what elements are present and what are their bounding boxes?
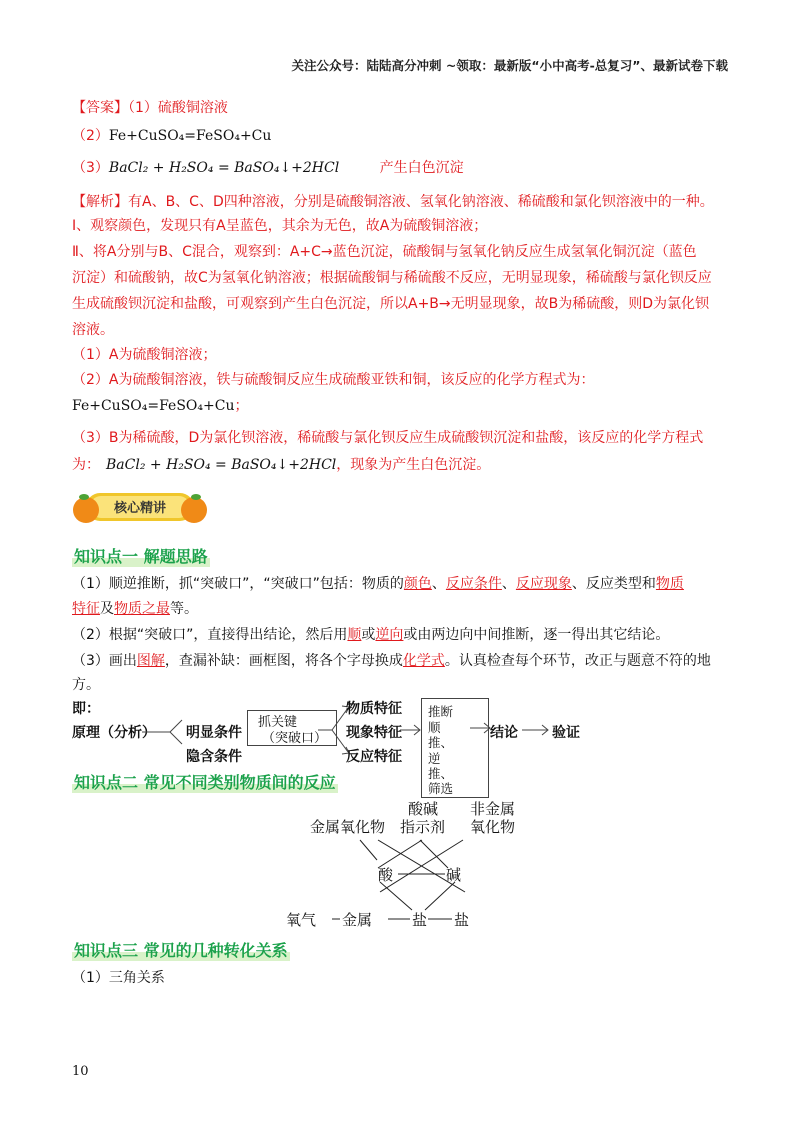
k1-p1-text: （1）顺逆推断，抓“突破口”，“突破口”包括：物质的: [72, 576, 404, 592]
arrow-to-verify-icon: [520, 722, 552, 738]
node-nonmetal-oxide-2: 氧化物: [470, 818, 516, 836]
analysis-line-11: [72, 455, 490, 475]
analysis-line-1: [72, 192, 714, 212]
analysis-text-1: 有A、B、C、D四种溶液，分别是硫酸铜溶液、氢氧化钠溶液、稀硫酸和氯化钡溶液中的一种。: [128, 194, 714, 210]
k1-p3-mid: ，查漏补缺：画框图，将各个字母换成: [164, 653, 403, 669]
analysis-tail: ，现象为产生白色沉淀。: [336, 457, 491, 473]
infer-3: 推、: [428, 735, 454, 750]
orange-right-icon: [181, 497, 207, 523]
core-badge: [72, 488, 208, 526]
k1-chem-formula: 化学式: [402, 653, 445, 669]
answer-3-formula: BaCl₂ + H₂SO₄ = BaSO₄↓+2HCl: [108, 160, 340, 176]
node-salt-2: 盐: [454, 911, 470, 929]
k1-p1-mid: 、反应类型和: [571, 576, 656, 592]
analysis-line-3: Ⅱ、将A分别与B、C混合，观察到：A+C→蓝色沉淀，硫酸铜与氢氧化钠反应生成氢氧化铜沉淀（蓝色: [72, 244, 697, 260]
infer-6: 筛选: [428, 781, 454, 796]
node-salt-1: 盐: [412, 911, 428, 929]
analysis-line-8: （2）A为硫酸铜溶液，铁与硫酸铜反应生成硫酸亚铁和铜，该反应的化学方程式为：: [72, 372, 595, 388]
analysis-wei: 为：: [72, 457, 100, 473]
k1-sep-2: 、: [501, 576, 516, 592]
answer-3-note: 产生白色沉淀: [379, 160, 464, 176]
k3-p1: （1）三角关系: [72, 970, 165, 986]
k1-p3: [72, 651, 711, 671]
k1-and: 及: [100, 601, 114, 617]
answer-1: （1）硫酸铜溶液: [128, 100, 228, 116]
k1-title: 知识点一 解题思路: [72, 544, 210, 567]
page-number: 10: [72, 1064, 89, 1079]
node-nonmetal-oxide-1: 非金属: [470, 800, 516, 818]
infer-1: 推断: [428, 704, 454, 719]
k1-p3-text: （3）画出: [72, 653, 137, 669]
k1-p1-cont: [72, 599, 198, 619]
diagram-grasp-2: （突破口）: [262, 731, 328, 746]
k1-substance: 物质: [655, 576, 684, 592]
k1-p3-tail: 。认真检查每个环节，改正与题意不符的地: [444, 653, 711, 669]
analysis-label: 【解析】: [72, 194, 128, 210]
node-base: 碱: [446, 866, 462, 884]
node-acid-base-ind-1: 酸碱: [408, 800, 439, 818]
k1-diagram-word: 图解: [136, 653, 165, 669]
answer-2-formula: Fe+CuSO₄=FeSO₄+Cu: [108, 128, 272, 144]
orange-left-icon: [73, 497, 99, 523]
answer-3-num: （3）: [72, 160, 109, 176]
k1-p2-text: （2）根据“突破口”，直接得出结论，然后用: [72, 627, 348, 643]
k1-p3-cont: 方。: [72, 677, 100, 693]
answer-line-2: [72, 126, 271, 146]
answer-line-1: [72, 98, 228, 118]
diagram-feature-1: 物质特征: [346, 701, 402, 717]
diagram-principle: 原理（分析）: [72, 725, 156, 741]
answer-line-3: [72, 158, 464, 178]
k1-feature: 特征: [72, 601, 100, 617]
diagram-verify: 验证: [552, 725, 580, 741]
k1-reaction-phenomenon: 反应现象: [515, 576, 572, 592]
node-oxygen: 氧气: [286, 911, 317, 929]
analysis-line-2: Ⅰ、观察颜色，发现只有A呈蓝色，其余为无色，故A为硫酸铜溶液；: [72, 218, 488, 234]
k1-reaction-condition: 反应条件: [445, 576, 502, 592]
analysis-line-9: [72, 396, 248, 416]
infer-5: 推、: [428, 766, 454, 781]
infer-4: 逆: [428, 751, 441, 766]
diagram-grasp-1: 抓关键: [258, 715, 298, 730]
analysis-line-10: （3）B为稀硫酸，D为氯化钡溶液，稀硫酸与氯化钡反应生成硫酸钡沉淀和盐酸，该反应的化学方程式: [72, 430, 704, 446]
badge-text: 核心精讲: [113, 501, 167, 516]
diagram-feature-2: 现象特征: [346, 725, 402, 741]
analysis-formula-2: BaCl₂ + H₂SO₄ = BaSO₄↓+2HCl: [106, 457, 337, 473]
analysis-line-7: （1）A为硫酸铜溶液；: [72, 347, 217, 363]
k1-forward: 顺: [347, 627, 362, 643]
diagram-feature-3: 反应特征: [346, 749, 402, 765]
k1-ji: 即：: [72, 701, 100, 717]
analysis-line-6: 溶液。: [72, 322, 114, 338]
diagram-conclusion: 结论: [490, 725, 518, 741]
k1-superlative: 物质之最: [114, 601, 170, 617]
k1-p1: [72, 574, 684, 594]
k1-p2: [72, 625, 669, 645]
analysis-formula-1: Fe+CuSO₄=FeSO₄+Cu: [72, 398, 235, 414]
answer-2-num: （2）: [72, 128, 109, 144]
diagram-hidden: 隐含条件: [186, 749, 242, 765]
k1-p2-tail: 或由两边向中间推断，逐一得出其它结论。: [403, 627, 670, 643]
k1-sep-1: 、: [431, 576, 446, 592]
answer-label: 【答案】: [72, 100, 128, 116]
analysis-semicolon: ；: [234, 398, 249, 414]
k3-title: 知识点三 常见的几种转化关系: [72, 938, 290, 961]
diagram-obvious: 明显条件: [186, 725, 242, 741]
analysis-line-4: 沉淀）和硫酸钠，故C为氢氧化钠溶液；根据硫酸铜与稀硫酸不反应，无明显现象，稀硫酸与氯化钡反应: [72, 270, 712, 286]
k1-or: 或: [361, 627, 376, 643]
infer-2: 顺: [428, 720, 441, 735]
k1-etc: 等。: [170, 601, 198, 617]
node-acid: 酸: [378, 866, 394, 884]
k2-title: 知识点二 常见不同类别物质间的反应: [72, 770, 338, 793]
k1-color: 颜色: [403, 576, 432, 592]
node-metal-oxide: 金属氧化物: [310, 818, 386, 836]
page-header: 关注公众号：陆陆高分冲刺 ~领取：最新版“小中高考-总复习”、最新试卷下载: [291, 58, 728, 73]
k1-reverse: 逆向: [375, 627, 404, 643]
node-acid-base-ind-2: 指示剂: [400, 818, 446, 836]
node-metal: 金属: [342, 911, 373, 929]
brace-arrow-left-icon: [140, 716, 190, 748]
analysis-line-5: 生成硫酸钡沉淀和盐酸，可观察到产生白色沉淀，所以A+B→无明显现象，故B为稀硫酸，则D为氯化钡: [72, 296, 710, 312]
